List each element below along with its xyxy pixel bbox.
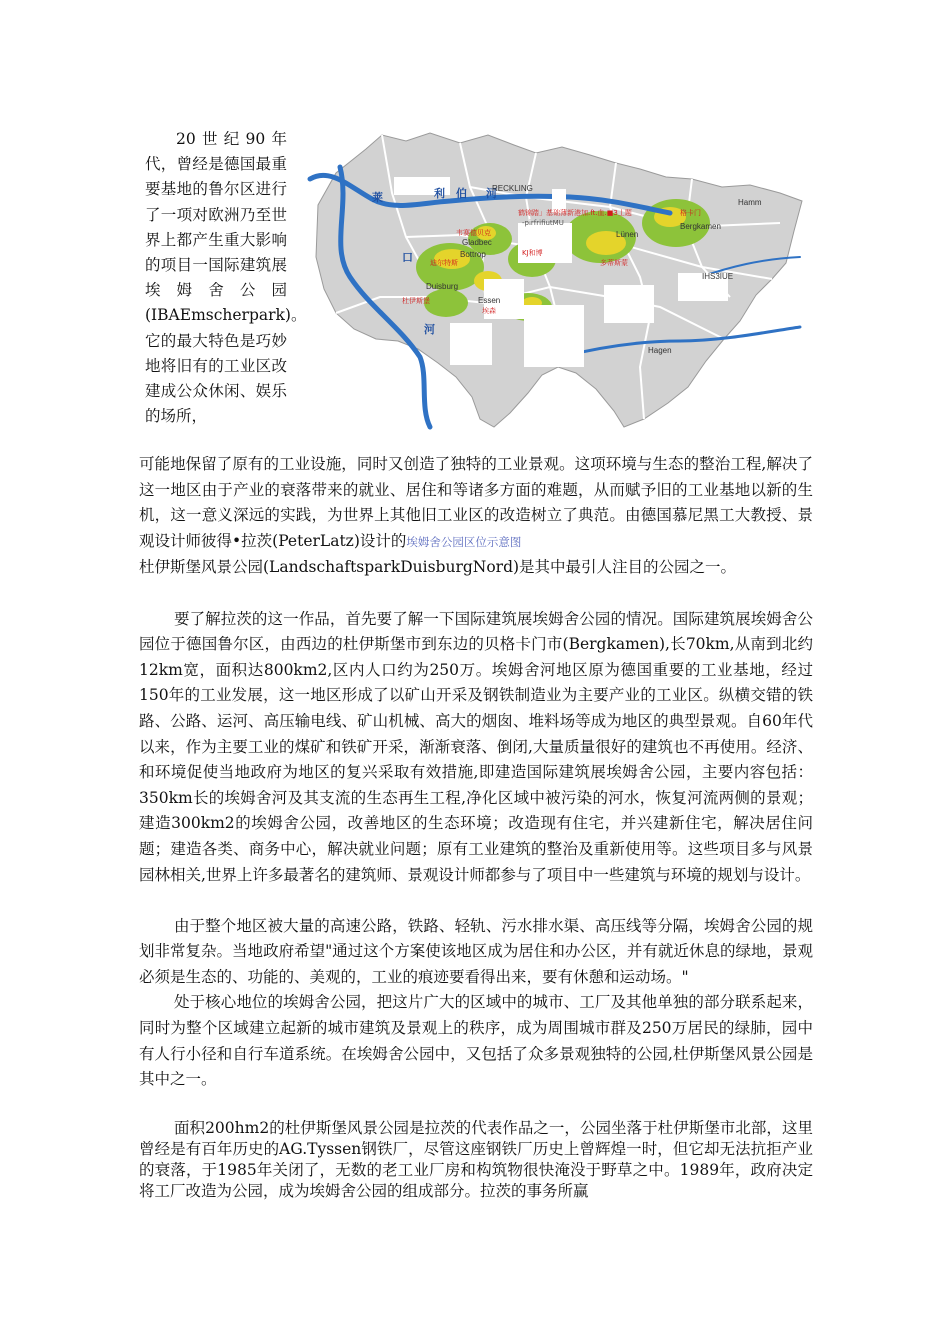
area-label: 韦赛德贝克 xyxy=(456,229,491,237)
map-caption: 埃姆舍公园区位示意图 xyxy=(406,534,522,549)
body-text xyxy=(139,452,813,1202)
intro-column xyxy=(145,127,307,440)
continuation-paragraph xyxy=(139,452,813,581)
paragraph-4: 处于核心地位的埃姆舍公园，把这片广大的区域中的城市、工厂及其他单独的部分联系起来，同时为整个区域建立起新的城市建筑及景观上的秩序，成为周围城市群及250万居民的绿肺，园中有人行小径和自行车道系统。在埃姆舍公园中，又包括了众多景观独特的公园,杜伊斯堡风景公园是其中之一。 xyxy=(139,993,813,1089)
city-label: Hagen xyxy=(648,346,672,355)
river-label: 河 xyxy=(424,324,435,336)
intro-text: 20世纪90年代，曾经是德国最重要基地的鲁尔区进行了一项对欧洲乃至世界上都产生重大影响的项目一国际建筑展埃姆舍公园(IBAEmscherpark)。它的最大特色是巧妙地将旧有的工业区改建成公众休闲、娱乐的场所， xyxy=(145,130,307,426)
area-label: -pirfrifiutMU xyxy=(522,219,564,227)
city-label: Bergkamen xyxy=(680,222,721,231)
area-label: KJ和博 xyxy=(522,249,543,257)
city-label: Bottrop xyxy=(460,250,486,259)
area-label: 埃森 xyxy=(482,307,496,315)
continuation-text: 可能地保留了原有的工业设施，同时又创造了独特的工业景观。这项环境与生态的整治工程,解决了这一地区由于产业的衰落带来的就业、居住和等诸多方面的难题，从而赋予旧的工业基地以新的生机，这一意义深远的实践，为世界上其他旧工业区的改造树立了典范。由德国慕尼黑工大教授、景观设计师彼得•拉茨(PeterLatz)设计的 xyxy=(139,455,813,550)
river-label: 口 xyxy=(402,252,413,264)
city-label: RECKLING xyxy=(492,184,533,193)
paragraph-2: 要了解拉茨的这一作品，首先要了解一下国际建筑展埃姆舍公园的情况。国际建筑展埃姆舍公园位于德国鲁尔区，由西边的杜伊斯堡市到东边的贝格卡门市(Bergkamen),长70km,从南到北约12km宽，面积达800km2,区内人口约为250万。埃姆舍河地区原为德国重要的工业基地，经过150年的工业发展，这一地区形成了以矿山开采及钢铁制造业为主要产业的工业区。纵横交错的铁路、公路、运河、高压输电线、矿山机械、高大的烟囱、堆料场等成为地区的典型景观。自60年代以来，作为主要工业的煤矿和铁矿开采，渐渐衰落、倒闭,大量质量很好的建筑也不再使用。经济、和环境促使当地政府为地区的复兴采取有效措施,即建造国际建筑展埃姆舍公园，主要内容包括：350km长的埃姆舍河及其支流的生态再生工程,净化区域中被污染的河水，恢复河流两侧的景观；建造300km2的埃姆舍公园，改善地区的生态环境；改造现有住宅，并兴建新住宅，解决居住问题；建造各类、商务中心，解决就业问题；原有工业建筑的整治及重新使用等。这些项目多与风景园林相关,世界上许多最著名的建筑师、景观设计师都参与了项目中一些建筑与环境的规划与设计。 xyxy=(139,609,813,884)
area-label: 迪尔特斯 xyxy=(430,259,458,267)
paragraph-5: 面积200hm2的杜伊斯堡风景公园是拉茨的代表作品之一，公园坐落于杜伊斯堡市北部，这里曾经是有百年历史的AG.Tyssen钢铁厂，尽管这座钢铁厂历史上曾辉煌一时，但它却无法抗拒产业的衰落，于1985年关闭了，无数的老工业厂房和构筑物很快淹没于野草之中。1989年，政府决定将工厂改造为公园，成为埃姆舍公园的组成部分。拉茨的事务所赢 xyxy=(139,1119,813,1201)
area-label: 杜伊斯堡 xyxy=(402,297,430,305)
river-label: 利 xyxy=(434,188,445,200)
city-label: Hamm xyxy=(738,198,762,207)
city-label: Duisburg xyxy=(426,282,459,291)
area-label: 鹤锦踏」基础薄新港加.ft.血.■3丄题 xyxy=(518,209,632,217)
paragraph-3: 由于整个地区被大量的高速公路，铁路、轻轨、污水排水渠、高压线等分隔，埃姆舍公园的规划非常复杂。当地政府希望"通过这个方案使该地区成为居住和办公区，并有就近休息的绿地，景观必须是生态的、功能的、美观的，工业的痕迹要看得出来，要有休憩和运动场。" xyxy=(139,916,813,986)
emscher-park-map xyxy=(310,127,810,435)
city-label: Essen xyxy=(478,296,501,305)
city-label: Lünen xyxy=(616,230,639,239)
river-label: 伯 xyxy=(456,188,467,200)
area-label: 格卡门 xyxy=(680,209,701,217)
city-label: IHS3IUE xyxy=(702,272,734,281)
river-label: 河 xyxy=(486,188,497,200)
river-label: 莱 xyxy=(372,192,383,204)
area-label: 多蒂斯蒙 xyxy=(600,259,628,267)
city-label: Gladbec xyxy=(462,238,492,247)
continuation-end-text: 杜伊斯堡风景公园(LandschaftsparkDuisburgNord)是其中最引人注目的公园之一。 xyxy=(139,558,737,577)
